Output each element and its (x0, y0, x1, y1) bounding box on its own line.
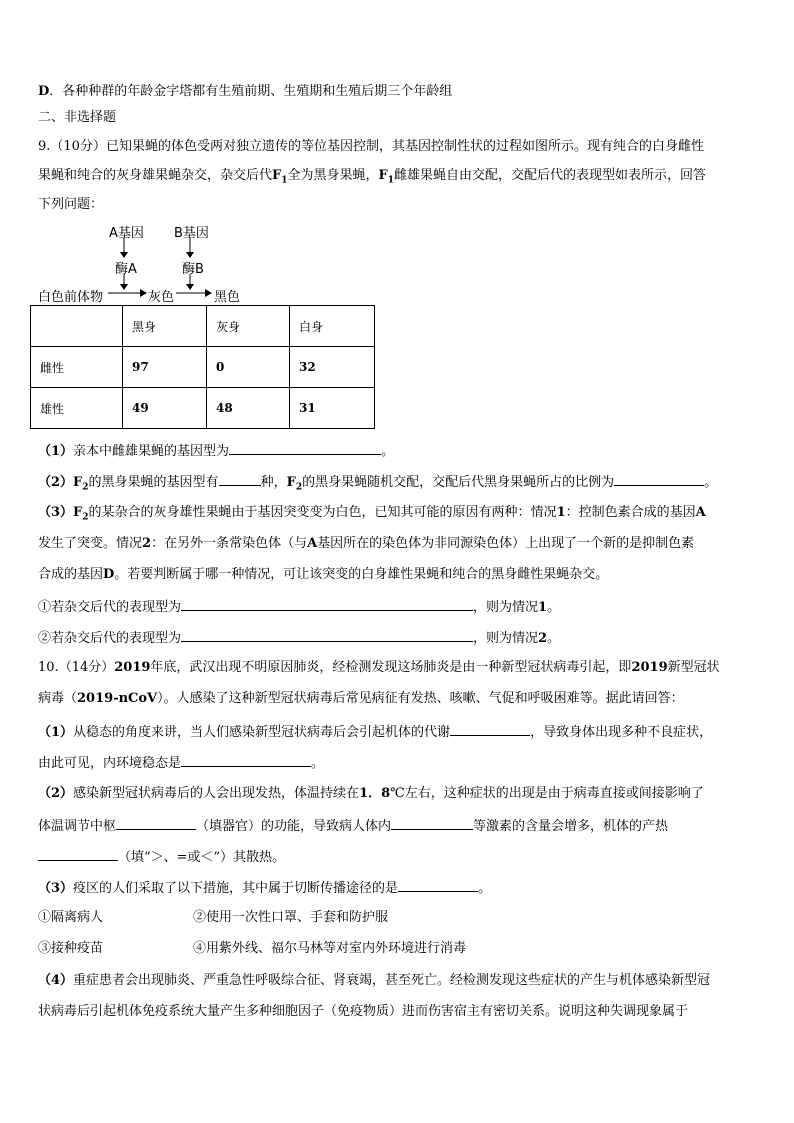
q9-sub3-e: 基因所在的染色体为非同源染色体）上出现了一个新的是抑制色素 (317, 536, 695, 551)
case-number: 1 (556, 505, 566, 520)
option-item: ②使用一次性口罩、手套和防护服 (193, 910, 389, 925)
case2-tail: ，则为情况 (473, 631, 539, 646)
answer-blank[interactable] (229, 442, 381, 455)
precursor-label: 白色前体物 (38, 290, 104, 305)
q10-number: 10. (38, 660, 59, 675)
q10-s3-a: 疫区的人们采取了以下措施，其中属于切断传播途径的是 (73, 881, 399, 896)
gene-symbol: D (103, 567, 115, 582)
q9-sub2-a: 的黑身果蝇的基因型有 (88, 475, 219, 490)
table-header-cell: 白身 (290, 306, 375, 347)
table-header-cell: 黑身 (123, 306, 207, 347)
punct: 。 (547, 600, 561, 615)
case1-text: ①若杂交后代的表现型为 (38, 600, 182, 615)
option-item: ④用紫外线、福尔马林等对室内外环境进行消毒 (193, 941, 467, 956)
offspring-table (30, 305, 375, 429)
f2-symbol: $F_2$ (73, 505, 89, 523)
option-item: ③接种疫苗 (38, 941, 104, 956)
punct: 。 (311, 756, 325, 771)
answer-blank[interactable] (398, 879, 478, 892)
punct: 。 (381, 444, 395, 459)
q9-sub2 (38, 473, 717, 496)
option-row (38, 941, 466, 957)
q9-sub3-c: 发生了突变。情况 (38, 536, 143, 551)
f1-symbol: $F_1$ (272, 168, 288, 186)
table-cell: 0 (207, 347, 290, 388)
q10-s2-c: 体温调节中枢 (38, 819, 117, 834)
case-number: 2 (538, 631, 548, 646)
q10-line1 (38, 660, 720, 676)
case-number: 1 (538, 600, 548, 615)
q10-sub2-line3 (38, 848, 285, 866)
case2-text: ②若杂交后代的表现型为 (38, 631, 182, 646)
temperature-value: 1．8 (359, 786, 391, 801)
q9-sub3-f: 合成的基因 (38, 567, 104, 582)
year: 2019 (114, 660, 151, 675)
table-header-row (31, 306, 375, 347)
answer-blank[interactable] (181, 598, 473, 611)
table-cell: 49 (123, 388, 207, 429)
q9-sub2-b: 种， (260, 475, 287, 490)
q9-sub1 (38, 442, 394, 460)
option-text: ．各种种群的年龄金字塔都有生殖前期、生殖期和生殖后期三个年龄组 (49, 84, 453, 99)
q9-intro-b2: 全为黑身果蝇， (287, 168, 379, 183)
q10-l2-a: 病毒（ (38, 691, 78, 706)
table-cell: 31 (290, 388, 375, 429)
answer-blank[interactable] (181, 754, 311, 767)
q9-sub1-text: 亲本中雌雄果蝇的基因型为 (73, 444, 230, 459)
answer-blank[interactable] (614, 473, 704, 486)
virus-code: 2019-nCoV (77, 691, 158, 706)
answer-blank[interactable] (116, 817, 196, 830)
answer-blank[interactable] (391, 817, 473, 830)
q9-sub3-d: ：在另外一条常染色体（与 (151, 536, 308, 551)
q10-s2-a: 感染新型冠状病毒后的人会出现发热，体温持续在 (73, 786, 360, 801)
q10-sub1-line2 (38, 754, 324, 772)
sub-number: （2） (38, 786, 74, 801)
q10-sub2-line2 (38, 817, 668, 835)
q10-s2-e: 等激素的含量会增多，机体的产热 (473, 819, 669, 834)
pathway-arrows (38, 222, 278, 304)
gene-b-label: B基因 (174, 226, 209, 241)
sub-number: （2） (38, 475, 74, 490)
case-number: 2 (142, 536, 152, 551)
black-label: 黑色 (214, 290, 241, 305)
f1-symbol: $F_1$ (378, 168, 395, 186)
gray-label: 灰色 (148, 290, 175, 305)
q9-intro-a: （10分）已知果蝇的体色受两对独立遗传的等位基因控制，其基因控制性状的过程如图所示。现有纯合的白身雌性 (50, 139, 704, 154)
q9-case2 (38, 629, 560, 647)
gene-a-label: A基因 (109, 226, 144, 241)
f2-symbol: $F_2$ (73, 475, 89, 493)
year: 2019 (631, 660, 668, 675)
q10-s1-c: 由此可见，内环境稳态是 (38, 756, 182, 771)
table-cell: 48 (207, 388, 290, 429)
q9-intro-b3: 雌雄果蝇自由交配，交配后代的表现型如表所示，回答 (394, 168, 707, 183)
table-header-cell (31, 306, 123, 347)
q10-l1-c: 新型冠状 (667, 660, 720, 675)
q10-s2-f: （填“＞、=或＜”）其散热。 (118, 850, 286, 865)
answer-blank[interactable] (181, 629, 473, 642)
answer-blank[interactable] (450, 723, 530, 736)
q9-sub3-g: 。若要判断属于哪一种情况，可让该突变的白身雄性果蝇和纯合的黑身雌性果蝇杂交。 (114, 567, 609, 582)
enzyme-a-label: 酶A (115, 262, 137, 277)
row-label: 雄性 (31, 388, 123, 429)
q10-sub4-line2: 状病毒后引起机体免疫系统大量产生多种细胞因子（免疫物质）进而伤害宿主有密切关系。说明这种失调现象属于 (38, 1004, 689, 1019)
pathway-diagram (38, 222, 278, 304)
q10-s2-b: ℃左右，这种症状的出现是由于病毒直接或间接影响了 (390, 786, 704, 801)
gene-symbol: A (307, 536, 318, 551)
row-label: 雌性 (31, 347, 123, 388)
q10-s1-a: 从稳态的角度来讲，当人们感染新型冠状病毒后会引起机体的代谢 (73, 725, 451, 740)
q9-sub3-line2 (38, 536, 694, 552)
table-row (31, 347, 375, 388)
q10-score: （14分） (58, 660, 115, 675)
option-item: ①隔离病人 (38, 910, 104, 925)
answer-blank[interactable] (219, 473, 261, 486)
q9-case1 (38, 598, 560, 616)
q10-l2-b: ）。人感染了这种新型冠状病毒后常见病征有发热、咳嗽、气促和呼吸困难等。据此请回答： (157, 691, 684, 706)
case1-tail: ，则为情况 (473, 600, 539, 615)
q10-sub4-line1 (38, 973, 710, 989)
option-label: D (38, 84, 50, 99)
q10-sub3 (38, 879, 491, 897)
q10-l1-b: 年底，武汉出现不明原因肺炎，经检测发现这场肺炎是由一种新型冠状病毒引起，即 (150, 660, 632, 675)
gene-symbol: A (695, 505, 706, 520)
option-d-line (38, 84, 452, 100)
punct: 。 (547, 631, 561, 646)
answer-blank[interactable] (38, 848, 118, 861)
q9-intro-line1 (38, 139, 704, 155)
q10-s4-a: 重症患者会出现肺炎、严重急性呼吸综合征、肾衰竭，甚至死亡。经检测发现这些症状的产生与机体感染新型冠 (73, 973, 711, 988)
q9-intro-line3: 下列问题： (38, 197, 104, 212)
enzyme-b-label: 酶B (182, 262, 204, 277)
q9-sub3-b: ：控制色素合成的基因 (565, 505, 696, 520)
punct: 。 (478, 881, 492, 896)
q9-sub2-c: 的黑身果蝇随机交配，交配后代黑身果蝇所占的比例为 (302, 475, 615, 490)
q10-sub1-line1 (38, 723, 712, 741)
q10-s2-d: （填器官）的功能，导致病人体内 (196, 819, 392, 834)
q10-sub2-line1 (38, 786, 704, 802)
punct: 。 (704, 475, 718, 490)
table-cell: 97 (123, 347, 207, 388)
sub-number: （3） (38, 505, 74, 520)
q9-sub3-line3 (38, 567, 608, 583)
q10-line2 (38, 691, 684, 707)
q9-number: 9. (38, 139, 51, 154)
sub-number: （1） (38, 725, 74, 740)
q9-sub3-line1 (38, 505, 706, 526)
q9-sub3-a: 的某杂合的灰身雄性果蝇由于基因突变变为白色，已知其可能的原因有两种：情况 (88, 505, 557, 520)
section-heading: 二、非选择题 (38, 110, 117, 125)
q9-intro-line2 (38, 168, 706, 189)
sub-number: （3） (38, 881, 74, 896)
q10-s1-b: ，导致身体出现多种不良症状， (530, 725, 713, 740)
option-row (38, 910, 388, 926)
q9-intro-b1: 果蝇和纯合的灰身雄果蝇杂交，杂交后代 (38, 168, 273, 183)
f2-symbol: $F_2$ (286, 475, 303, 493)
sub-number: （4） (38, 973, 74, 988)
table-row (31, 388, 375, 429)
table-cell: 32 (290, 347, 375, 388)
table-header-cell: 灰身 (207, 306, 290, 347)
sub-number: （1） (38, 444, 74, 459)
